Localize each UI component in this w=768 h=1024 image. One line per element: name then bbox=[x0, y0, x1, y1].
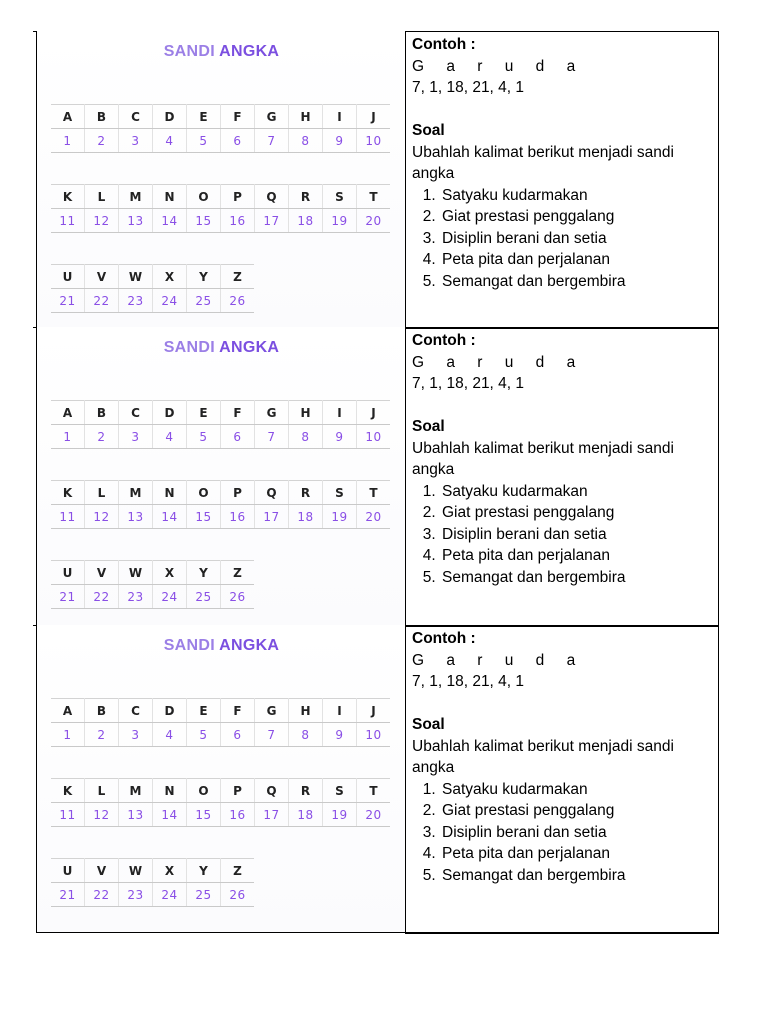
example-word: G a r u d a bbox=[412, 353, 585, 371]
letter-cell: M bbox=[119, 779, 153, 803]
number-row bbox=[51, 425, 390, 449]
cipher-title bbox=[37, 43, 406, 61]
cipher-table-row-group bbox=[51, 400, 390, 449]
number-cell: 5 bbox=[187, 129, 221, 153]
letter-cell: F bbox=[221, 105, 255, 129]
letter-cell: R bbox=[289, 481, 323, 505]
letter-cell: D bbox=[153, 401, 187, 425]
letter-cell: P bbox=[221, 481, 255, 505]
example-code: 7, 1, 18, 21, 4, 1 bbox=[412, 79, 525, 96]
number-cell: 4 bbox=[153, 129, 187, 153]
number-cell: 8 bbox=[289, 425, 323, 449]
number-cell: 25 bbox=[187, 289, 221, 313]
letter-row bbox=[51, 779, 390, 803]
number-cell: 1 bbox=[51, 129, 85, 153]
cipher-table-row-group bbox=[51, 480, 390, 529]
number-cell: 5 bbox=[187, 723, 221, 747]
number-cell: 9 bbox=[323, 723, 357, 747]
number-cell: 2 bbox=[85, 425, 119, 449]
exercise-list bbox=[412, 185, 718, 293]
letter-cell: Y bbox=[187, 859, 221, 883]
number-cell: 5 bbox=[187, 425, 221, 449]
number-cell: 9 bbox=[323, 425, 357, 449]
letter-cell: O bbox=[187, 779, 221, 803]
number-cell: 23 bbox=[119, 585, 153, 609]
letter-cell: Z bbox=[221, 265, 255, 289]
letter-cell: P bbox=[221, 185, 255, 209]
letter-cell: K bbox=[51, 779, 85, 803]
exercise-item: 2. Giat prestasi penggalang bbox=[440, 502, 718, 524]
letter-cell: V bbox=[85, 265, 119, 289]
number-cell: 13 bbox=[119, 803, 153, 827]
number-row bbox=[51, 723, 390, 747]
letter-cell: R bbox=[289, 185, 323, 209]
number-cell: 24 bbox=[153, 585, 187, 609]
number-cell: 13 bbox=[119, 505, 153, 529]
exercise-item: 4. Peta pita dan perjalanan bbox=[440, 843, 718, 865]
letter-cell: B bbox=[85, 401, 119, 425]
letter-cell: U bbox=[51, 561, 85, 585]
number-cell: 14 bbox=[153, 505, 187, 529]
letter-cell: I bbox=[323, 105, 357, 129]
letter-cell: G bbox=[255, 105, 289, 129]
number-cell: 17 bbox=[255, 505, 289, 529]
letter-cell: Q bbox=[255, 779, 289, 803]
number-cell: 3 bbox=[119, 129, 153, 153]
letter-row bbox=[51, 185, 390, 209]
cipher-table-row-group bbox=[51, 264, 254, 313]
exercise-item: 3. Disiplin berani dan setia bbox=[440, 228, 718, 250]
cipher-title bbox=[37, 339, 406, 357]
number-cell: 10 bbox=[357, 723, 391, 747]
number-cell: 16 bbox=[221, 803, 255, 827]
letter-cell: W bbox=[119, 265, 153, 289]
letter-cell: E bbox=[187, 105, 221, 129]
letter-cell: W bbox=[119, 859, 153, 883]
letter-cell: S bbox=[323, 185, 357, 209]
cipher-table-row-group bbox=[51, 698, 390, 747]
number-cell: 25 bbox=[187, 585, 221, 609]
instruction-text: Ubahlah kalimat berikut menjadi sandi angka bbox=[412, 737, 674, 776]
letter-cell: H bbox=[289, 105, 323, 129]
number-cell: 6 bbox=[221, 129, 255, 153]
soal-label: Soal bbox=[412, 418, 445, 435]
number-row bbox=[51, 289, 254, 313]
letter-cell: T bbox=[357, 481, 391, 505]
letter-cell: X bbox=[153, 561, 187, 585]
number-cell: 1 bbox=[51, 425, 85, 449]
letter-cell: H bbox=[289, 401, 323, 425]
number-cell: 18 bbox=[289, 209, 323, 233]
exercise-item: 3. Disiplin berani dan setia bbox=[440, 524, 718, 546]
letter-cell: X bbox=[153, 859, 187, 883]
number-cell: 22 bbox=[85, 585, 119, 609]
number-cell: 14 bbox=[153, 209, 187, 233]
letter-cell: S bbox=[323, 779, 357, 803]
exercise-content bbox=[406, 328, 718, 588]
letter-cell: D bbox=[153, 699, 187, 723]
letter-cell: K bbox=[51, 185, 85, 209]
letter-cell: O bbox=[187, 481, 221, 505]
soal-label: Soal bbox=[412, 716, 445, 733]
exercise-panel bbox=[405, 625, 719, 934]
letter-cell: G bbox=[255, 401, 289, 425]
exercise-item: 2. Giat prestasi penggalang bbox=[440, 800, 718, 822]
letter-cell: V bbox=[85, 859, 119, 883]
exercise-item: 1. Satyaku kudarmakan bbox=[440, 185, 718, 207]
letter-cell: N bbox=[153, 185, 187, 209]
number-cell: 3 bbox=[119, 723, 153, 747]
exercise-item: 4. Peta pita dan perjalanan bbox=[440, 545, 718, 567]
number-cell: 21 bbox=[51, 883, 85, 907]
number-cell: 7 bbox=[255, 723, 289, 747]
number-cell: 19 bbox=[323, 803, 357, 827]
number-cell: 22 bbox=[85, 883, 119, 907]
letter-cell: A bbox=[51, 699, 85, 723]
number-cell: 18 bbox=[289, 803, 323, 827]
exercise-item: 5. Semangat dan bergembira bbox=[440, 271, 718, 293]
letter-cell: S bbox=[323, 481, 357, 505]
letter-cell: E bbox=[187, 401, 221, 425]
number-cell: 25 bbox=[187, 883, 221, 907]
number-cell: 11 bbox=[51, 209, 85, 233]
number-row bbox=[51, 209, 390, 233]
letter-row bbox=[51, 105, 390, 129]
letter-cell: X bbox=[153, 265, 187, 289]
number-cell: 21 bbox=[51, 289, 85, 313]
cipher-chart-panel bbox=[36, 625, 406, 932]
number-cell: 16 bbox=[221, 209, 255, 233]
number-cell: 16 bbox=[221, 505, 255, 529]
letter-cell: P bbox=[221, 779, 255, 803]
sheet-bottom-border bbox=[36, 932, 718, 933]
number-cell: 26 bbox=[221, 585, 255, 609]
letter-cell: H bbox=[289, 699, 323, 723]
letter-cell: L bbox=[85, 779, 119, 803]
number-cell: 17 bbox=[255, 209, 289, 233]
number-cell: 20 bbox=[357, 803, 391, 827]
title-word-sandi: SANDI bbox=[163, 339, 215, 356]
letter-cell: F bbox=[221, 699, 255, 723]
example-label: Contoh : bbox=[412, 36, 476, 53]
number-row bbox=[51, 803, 390, 827]
cipher-chart-panel bbox=[36, 327, 406, 625]
instruction-text: Ubahlah kalimat berikut menjadi sandi angka bbox=[412, 143, 674, 182]
number-cell: 8 bbox=[289, 129, 323, 153]
letter-row bbox=[51, 699, 390, 723]
number-cell: 2 bbox=[85, 723, 119, 747]
instruction-text: Ubahlah kalimat berikut menjadi sandi angka bbox=[412, 439, 674, 478]
letter-cell: B bbox=[85, 105, 119, 129]
exercise-content bbox=[406, 32, 718, 292]
number-cell: 10 bbox=[357, 425, 391, 449]
number-row bbox=[51, 505, 390, 529]
title-word-sandi: SANDI bbox=[163, 637, 215, 654]
number-cell: 15 bbox=[187, 209, 221, 233]
letter-cell: O bbox=[187, 185, 221, 209]
letter-cell: R bbox=[289, 779, 323, 803]
number-cell: 3 bbox=[119, 425, 153, 449]
example-word: G a r u d a bbox=[412, 651, 585, 669]
letter-cell: N bbox=[153, 481, 187, 505]
cipher-table-row-group bbox=[51, 858, 254, 907]
letter-cell: Y bbox=[187, 561, 221, 585]
number-cell: 21 bbox=[51, 585, 85, 609]
number-cell: 7 bbox=[255, 129, 289, 153]
number-cell: 12 bbox=[85, 505, 119, 529]
exercise-item: 1. Satyaku kudarmakan bbox=[440, 779, 718, 801]
spacer bbox=[412, 99, 718, 121]
example-label: Contoh : bbox=[412, 332, 476, 349]
letter-cell: I bbox=[323, 401, 357, 425]
letter-cell: D bbox=[153, 105, 187, 129]
number-cell: 20 bbox=[357, 505, 391, 529]
cipher-card bbox=[36, 327, 718, 625]
example-code: 7, 1, 18, 21, 4, 1 bbox=[412, 673, 525, 690]
exercise-list bbox=[412, 779, 718, 887]
number-cell: 4 bbox=[153, 723, 187, 747]
letter-cell: A bbox=[51, 105, 85, 129]
letter-cell: F bbox=[221, 401, 255, 425]
letter-row bbox=[51, 401, 390, 425]
cipher-card bbox=[36, 31, 718, 327]
exercise-panel bbox=[405, 327, 719, 627]
number-cell: 15 bbox=[187, 803, 221, 827]
letter-cell: J bbox=[357, 401, 391, 425]
number-cell: 4 bbox=[153, 425, 187, 449]
letter-cell: T bbox=[357, 779, 391, 803]
number-cell: 17 bbox=[255, 803, 289, 827]
number-cell: 23 bbox=[119, 289, 153, 313]
letter-cell: K bbox=[51, 481, 85, 505]
exercise-item: 5. Semangat dan bergembira bbox=[440, 865, 718, 887]
number-cell: 24 bbox=[153, 289, 187, 313]
letter-cell: B bbox=[85, 699, 119, 723]
letter-row bbox=[51, 265, 254, 289]
exercise-item: 5. Semangat dan bergembira bbox=[440, 567, 718, 589]
number-cell: 6 bbox=[221, 425, 255, 449]
number-cell: 2 bbox=[85, 129, 119, 153]
number-cell: 11 bbox=[51, 505, 85, 529]
letter-row bbox=[51, 859, 254, 883]
letter-cell: Z bbox=[221, 859, 255, 883]
number-row bbox=[51, 883, 254, 907]
exercise-item: 1. Satyaku kudarmakan bbox=[440, 481, 718, 503]
exercise-item: 4. Peta pita dan perjalanan bbox=[440, 249, 718, 271]
number-cell: 15 bbox=[187, 505, 221, 529]
example-label: Contoh : bbox=[412, 630, 476, 647]
cipher-table-row-group bbox=[51, 104, 390, 153]
letter-cell: L bbox=[85, 481, 119, 505]
letter-cell: J bbox=[357, 699, 391, 723]
number-cell: 6 bbox=[221, 723, 255, 747]
cipher-card bbox=[36, 625, 718, 932]
letter-row bbox=[51, 481, 390, 505]
letter-cell: M bbox=[119, 481, 153, 505]
letter-cell: W bbox=[119, 561, 153, 585]
exercise-list bbox=[412, 481, 718, 589]
letter-cell: Q bbox=[255, 481, 289, 505]
example-word: G a r u d a bbox=[412, 57, 585, 75]
number-cell: 19 bbox=[323, 209, 357, 233]
letter-cell: L bbox=[85, 185, 119, 209]
number-cell: 23 bbox=[119, 883, 153, 907]
number-cell: 10 bbox=[357, 129, 391, 153]
number-cell: 13 bbox=[119, 209, 153, 233]
number-cell: 19 bbox=[323, 505, 357, 529]
letter-cell: T bbox=[357, 185, 391, 209]
letter-cell: U bbox=[51, 265, 85, 289]
number-cell: 26 bbox=[221, 289, 255, 313]
title-word-sandi: SANDI bbox=[163, 43, 215, 60]
letter-cell: C bbox=[119, 105, 153, 129]
letter-cell: V bbox=[85, 561, 119, 585]
cipher-chart-panel bbox=[36, 31, 406, 327]
number-cell: 12 bbox=[85, 209, 119, 233]
number-cell: 24 bbox=[153, 883, 187, 907]
number-row bbox=[51, 129, 390, 153]
exercise-content bbox=[406, 626, 718, 886]
number-cell: 1 bbox=[51, 723, 85, 747]
number-cell: 14 bbox=[153, 803, 187, 827]
letter-cell: Q bbox=[255, 185, 289, 209]
number-cell: 7 bbox=[255, 425, 289, 449]
spacer bbox=[412, 395, 718, 417]
number-cell: 11 bbox=[51, 803, 85, 827]
number-cell: 12 bbox=[85, 803, 119, 827]
spacer bbox=[412, 693, 718, 715]
number-cell: 8 bbox=[289, 723, 323, 747]
letter-cell: J bbox=[357, 105, 391, 129]
letter-cell: I bbox=[323, 699, 357, 723]
exercise-panel bbox=[405, 31, 719, 329]
letter-cell: U bbox=[51, 859, 85, 883]
number-cell: 9 bbox=[323, 129, 357, 153]
cipher-title bbox=[37, 637, 406, 655]
letter-cell: A bbox=[51, 401, 85, 425]
exercise-item: 2. Giat prestasi penggalang bbox=[440, 206, 718, 228]
number-cell: 26 bbox=[221, 883, 255, 907]
letter-row bbox=[51, 561, 254, 585]
example-code: 7, 1, 18, 21, 4, 1 bbox=[412, 375, 525, 392]
cipher-table-row-group bbox=[51, 184, 390, 233]
letter-cell: N bbox=[153, 779, 187, 803]
number-cell: 22 bbox=[85, 289, 119, 313]
number-cell: 20 bbox=[357, 209, 391, 233]
letter-cell: E bbox=[187, 699, 221, 723]
number-row bbox=[51, 585, 254, 609]
letter-cell: Z bbox=[221, 561, 255, 585]
letter-cell: G bbox=[255, 699, 289, 723]
soal-label: Soal bbox=[412, 122, 445, 139]
cipher-table-row-group bbox=[51, 560, 254, 609]
letter-cell: Y bbox=[187, 265, 221, 289]
exercise-item: 3. Disiplin berani dan setia bbox=[440, 822, 718, 844]
number-cell: 18 bbox=[289, 505, 323, 529]
worksheet bbox=[36, 31, 718, 932]
letter-cell: M bbox=[119, 185, 153, 209]
title-word-angka: ANGKA bbox=[219, 637, 280, 654]
letter-cell: C bbox=[119, 699, 153, 723]
title-word-angka: ANGKA bbox=[219, 43, 280, 60]
title-word-angka: ANGKA bbox=[219, 339, 280, 356]
cipher-table-row-group bbox=[51, 778, 390, 827]
letter-cell: C bbox=[119, 401, 153, 425]
